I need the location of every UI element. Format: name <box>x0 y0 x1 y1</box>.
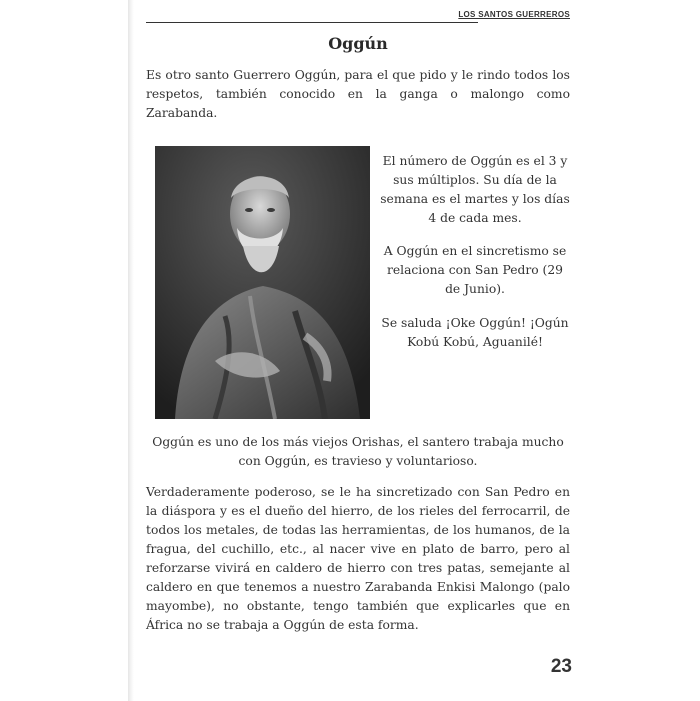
page-binding-shadow <box>128 0 134 701</box>
portrait-caption: Oggún es uno de los más viejos Orishas, el santero trabaja mucho con Oggún, es travieso y voluntarioso. <box>152 435 564 468</box>
portrait-illustration <box>155 146 370 419</box>
section-title: Oggún <box>328 34 388 53</box>
page-number: 23 <box>550 656 572 677</box>
sidebar-syncretism-paragraph: A Oggún en el sincretismo se relaciona con San Pedro (29 de Junio). <box>383 244 567 296</box>
header-rule <box>146 22 478 23</box>
running-head: LOS SANTOS GUERREROS <box>458 10 570 19</box>
saint-peter-portrait <box>155 146 370 419</box>
sidebar-number-paragraph: El número de Oggún es el 3 y sus múltiplos. Su día de la semana es el martes y los días 4 de cada mes. <box>380 154 570 225</box>
intro-paragraph: Es otro santo Guerrero Oggún, para el que pido y le rindo todos los respetos, también conocido en la ganga o malongo como Zarabanda. <box>146 68 570 120</box>
page-header <box>146 8 570 26</box>
body-paragraph: Verdaderamente poderoso, se le ha sincretizado con San Pedro en la diáspora y es el dueño del hierro, de los rieles del ferrocarril, de todos los metales, de todas las herramientas, de los humanos, de la fragua, del cuchillo, etc., al nacer vive en plato de barro, pero al reforzarse vivirá en caldero de hierro con tres patas, semejante al caldero en que tenemos a nuestro Zarabanda Enkisi Malongo (palo mayombe), no obstante, tengo también que explicarles que en África no se trabaja a Oggún de esta forma. <box>146 485 570 632</box>
sidebar-greeting-paragraph: Se saluda ¡Oke Oggún! ¡Ogún Kobú Kobú, Aguanilé! <box>381 316 569 349</box>
